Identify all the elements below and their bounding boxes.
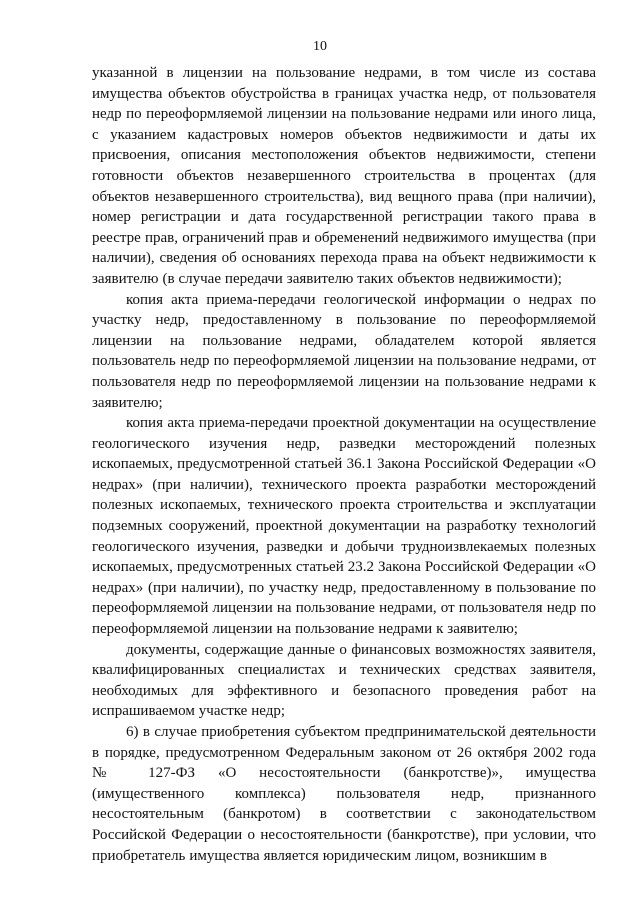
page-number: 10	[313, 39, 327, 54]
paragraph-financial-documents: документы, содержащие данные о финансовых возможностях заявителя, квалифицированных специалистах и технических средствах заявителя, необходимых для эффективного и безопасного проведения работ на испрашиваемом участке недр;	[92, 641, 596, 720]
document-body	[92, 63, 596, 866]
paragraph-project-documentation-act: копия акта приема-передачи проектной документации на осуществление геологического изучения недр, разведки месторождений полезных ископаемых, предусмотренной статьей 36.1 Закона Российской Федерации «О недрах» (при наличии), технического проекта разработки месторождений полезных ископаемых, технического проекта строительства и эксплуатации подземных сооружений, проектной документации на разработку технологий геологического изучения, разведки и добычи трудноизвлекаемых полезных ископаемых, предусмотренных статьей 23.2 Закона Российской Федерации «О недрах» (при наличии), по участку недр, предоставленному в пользование по переоформляемой лицензии на пользование недрами, от пользователя недр по переоформляемой лицензии на пользование недрами к заявителю;	[92, 415, 596, 638]
paragraph-item-6: 6) в случае приобретения субъектом предпринимательской деятельности в порядке, предусмотренном Федеральным законом от 26 октября 2002 года № 127-ФЗ «О несостоятельности (банкротстве)», имущества (имущественного комплекса) пользователя недр, признанного несостоятельным (банкротом) в соответствии с законодательством Российской Федерации о несостоятельности (банкротстве), при условии, что приобретатель имущества является юридическим лицом, возникшим в	[92, 724, 596, 864]
paragraph-geological-info-act: копия акта приема-передачи геологической информации о недрах по участку недр, предоставленному в пользование по переоформляемой лицензии на пользование недрами, обладателем которой является пользователь недр по переоформляемой лицензии на пользование недрами, от пользователя недр по переоформляемой лицензии на пользование недрами к заявителю;	[92, 291, 596, 411]
paragraph-continued: указанной в лицензии на пользование недрами, в том числе из состава имущества объектов обустройства в границах участка недр, от пользователя недр по переоформляемой лицензии на пользование недрами или иного лица, с указанием кадастровых номеров объектов недвижимости и даты их присвоения, описания местоположения объектов недвижимости, степени готовности объектов незавершенного строительства в процентах (для объектов незавершенного строительства), вид вещного права (при наличии), номер регистрации и дата государственной регистрации такого права в реестре прав, ограничений прав и обременений недвижимого имущества (при наличии), сведения об основаниях перехода права на объект недвижимости к заявителю (в случае передачи заявителю таких объектов недвижимости);	[92, 65, 596, 287]
